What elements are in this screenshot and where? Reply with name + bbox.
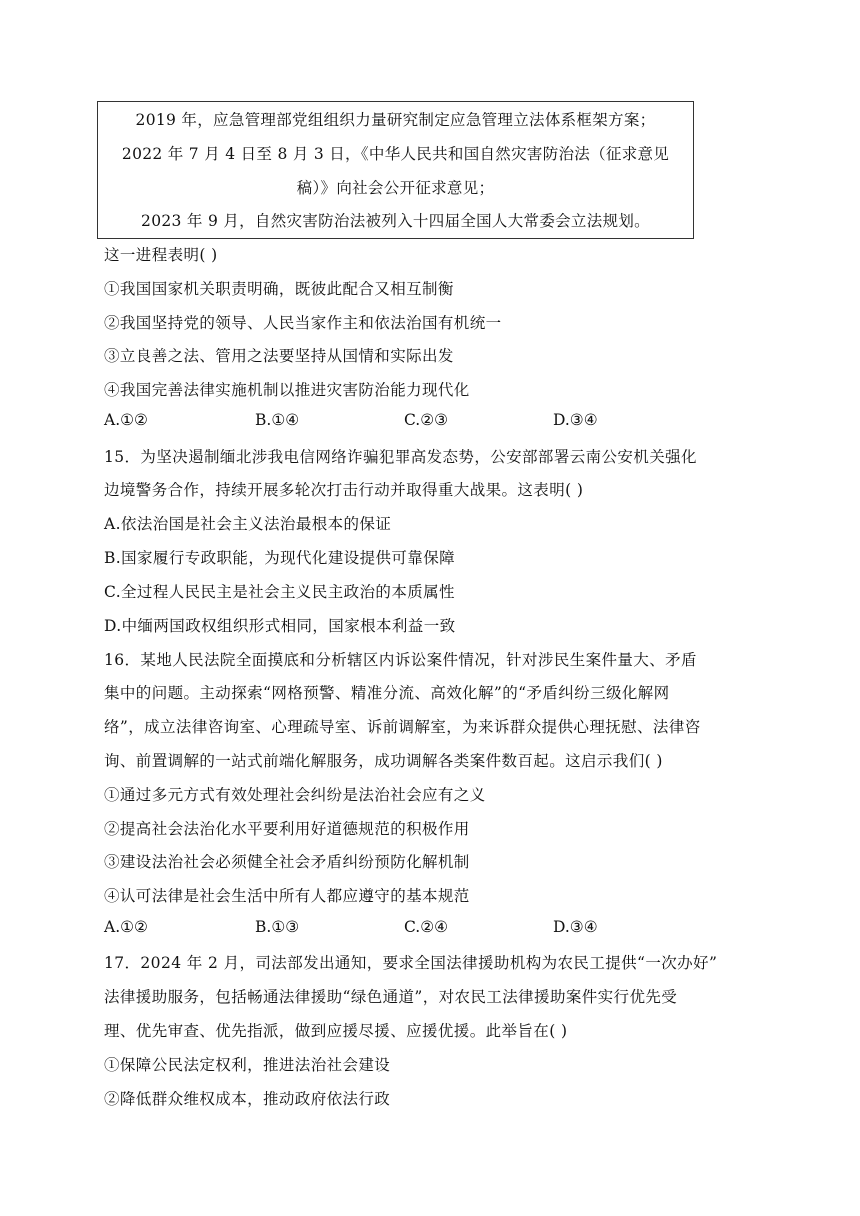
q16-option-d: D.③④ [553,918,598,936]
q17-stem: 理、优先审查、优先指派，做到应援尽援、应援优援。此举旨在( ) [104,1022,568,1040]
q14-option-b: B.①④ [255,411,300,429]
material-box [97,101,694,239]
q16-item: ④认可法律是社会生活中所有人都应遵守的基本规范 [104,887,470,905]
q15-stem: 15．为坚决遏制缅北涉我电信网络诈骗犯罪高发态势，公安部部署云南公安机关强化 [104,448,697,466]
q15-choice-c: C.全过程人民民主是社会主义民主政治的本质属性 [104,583,455,601]
q16-stem: 络”，成立法律咨询室、心理疏导室、诉前调解室，为来诉群众提供心理抚慰、法律咨 [104,718,701,736]
q16-option-a: A.①② [104,918,148,936]
q17-stem: 17．2024 年 2 月，司法部发出通知，要求全国法律援助机构为农民工提供“一次办好” [104,954,718,972]
q14-option-d: D.③④ [553,411,598,429]
q15-stem: 边境警务合作，持续开展多轮次打击行动并取得重大战果。这表明( ) [104,481,584,499]
material-line: 2023 年 9 月，自然灾害防治法被列入十四届全国人大常委会立法规划。 [141,212,650,230]
q17-stem: 法律援助服务，包括畅通法律援助“绿色通道”，对农民工法律援助案件实行优先受 [104,988,678,1006]
q14-item: ③立良善之法、管用之法要坚持从国情和实际出发 [104,347,454,365]
q14-item: ④我国完善法律实施机制以推进灾害防治能力现代化 [104,381,470,399]
q14-option-a: A.①② [104,411,148,429]
q14-stem: 这一进程表明( ) [104,246,218,264]
q16-item: ①通过多元方式有效处理社会纠纷是法治社会应有之义 [104,786,486,804]
material-line: 2019 年，应急管理部党组组织力量研究制定应急管理立法体系框架方案； [135,111,656,129]
q16-stem: 询、前置调解的一站式前端化解服务，成功调解各类案件数百起。这启示我们( ) [104,752,663,770]
q16-option-b: B.①③ [255,918,300,936]
q15-choice-a: A.依法治国是社会主义法治最根本的保证 [104,515,392,533]
q14-option-c: C.②③ [404,411,449,429]
q16-item: ②提高社会法治化水平要利用好道德规范的积极作用 [104,820,470,838]
q16-stem: 集中的问题。主动探索“网格预警、精准分流、高效化解”的“矛盾纠纷三级化解网 [104,684,670,702]
q14-item: ②我国坚持党的领导、人民当家作主和依法治国有机统一 [104,314,502,332]
q16-item: ③建设法治社会必须健全社会矛盾纠纷预防化解机制 [104,853,470,871]
q15-choice-b: B.国家履行专政职能，为现代化建设提供可靠保障 [104,549,456,567]
material-line: 稿）》向社会公开征求意见； [296,179,495,197]
q16-stem: 16．某地人民法院全面摸底和分析辖区内诉讼案件情况，针对涉民生案件量大、矛盾 [104,651,697,669]
q15-choice-d: D.中缅两国政权组织形式相同，国家根本利益一致 [104,617,456,635]
q17-item: ①保障公民法定权利，推进法治社会建设 [104,1056,391,1074]
q16-option-c: C.②④ [404,918,449,936]
q14-item: ①我国国家机关职责明确，既彼此配合又相互制衡 [104,280,454,298]
q17-item: ②降低群众维权成本，推动政府依法行政 [104,1090,391,1108]
material-line: 2022 年 7 月 4 日至 8 月 3 日，《中华人民共和国自然灾害防治法（征求意见 [121,145,670,163]
